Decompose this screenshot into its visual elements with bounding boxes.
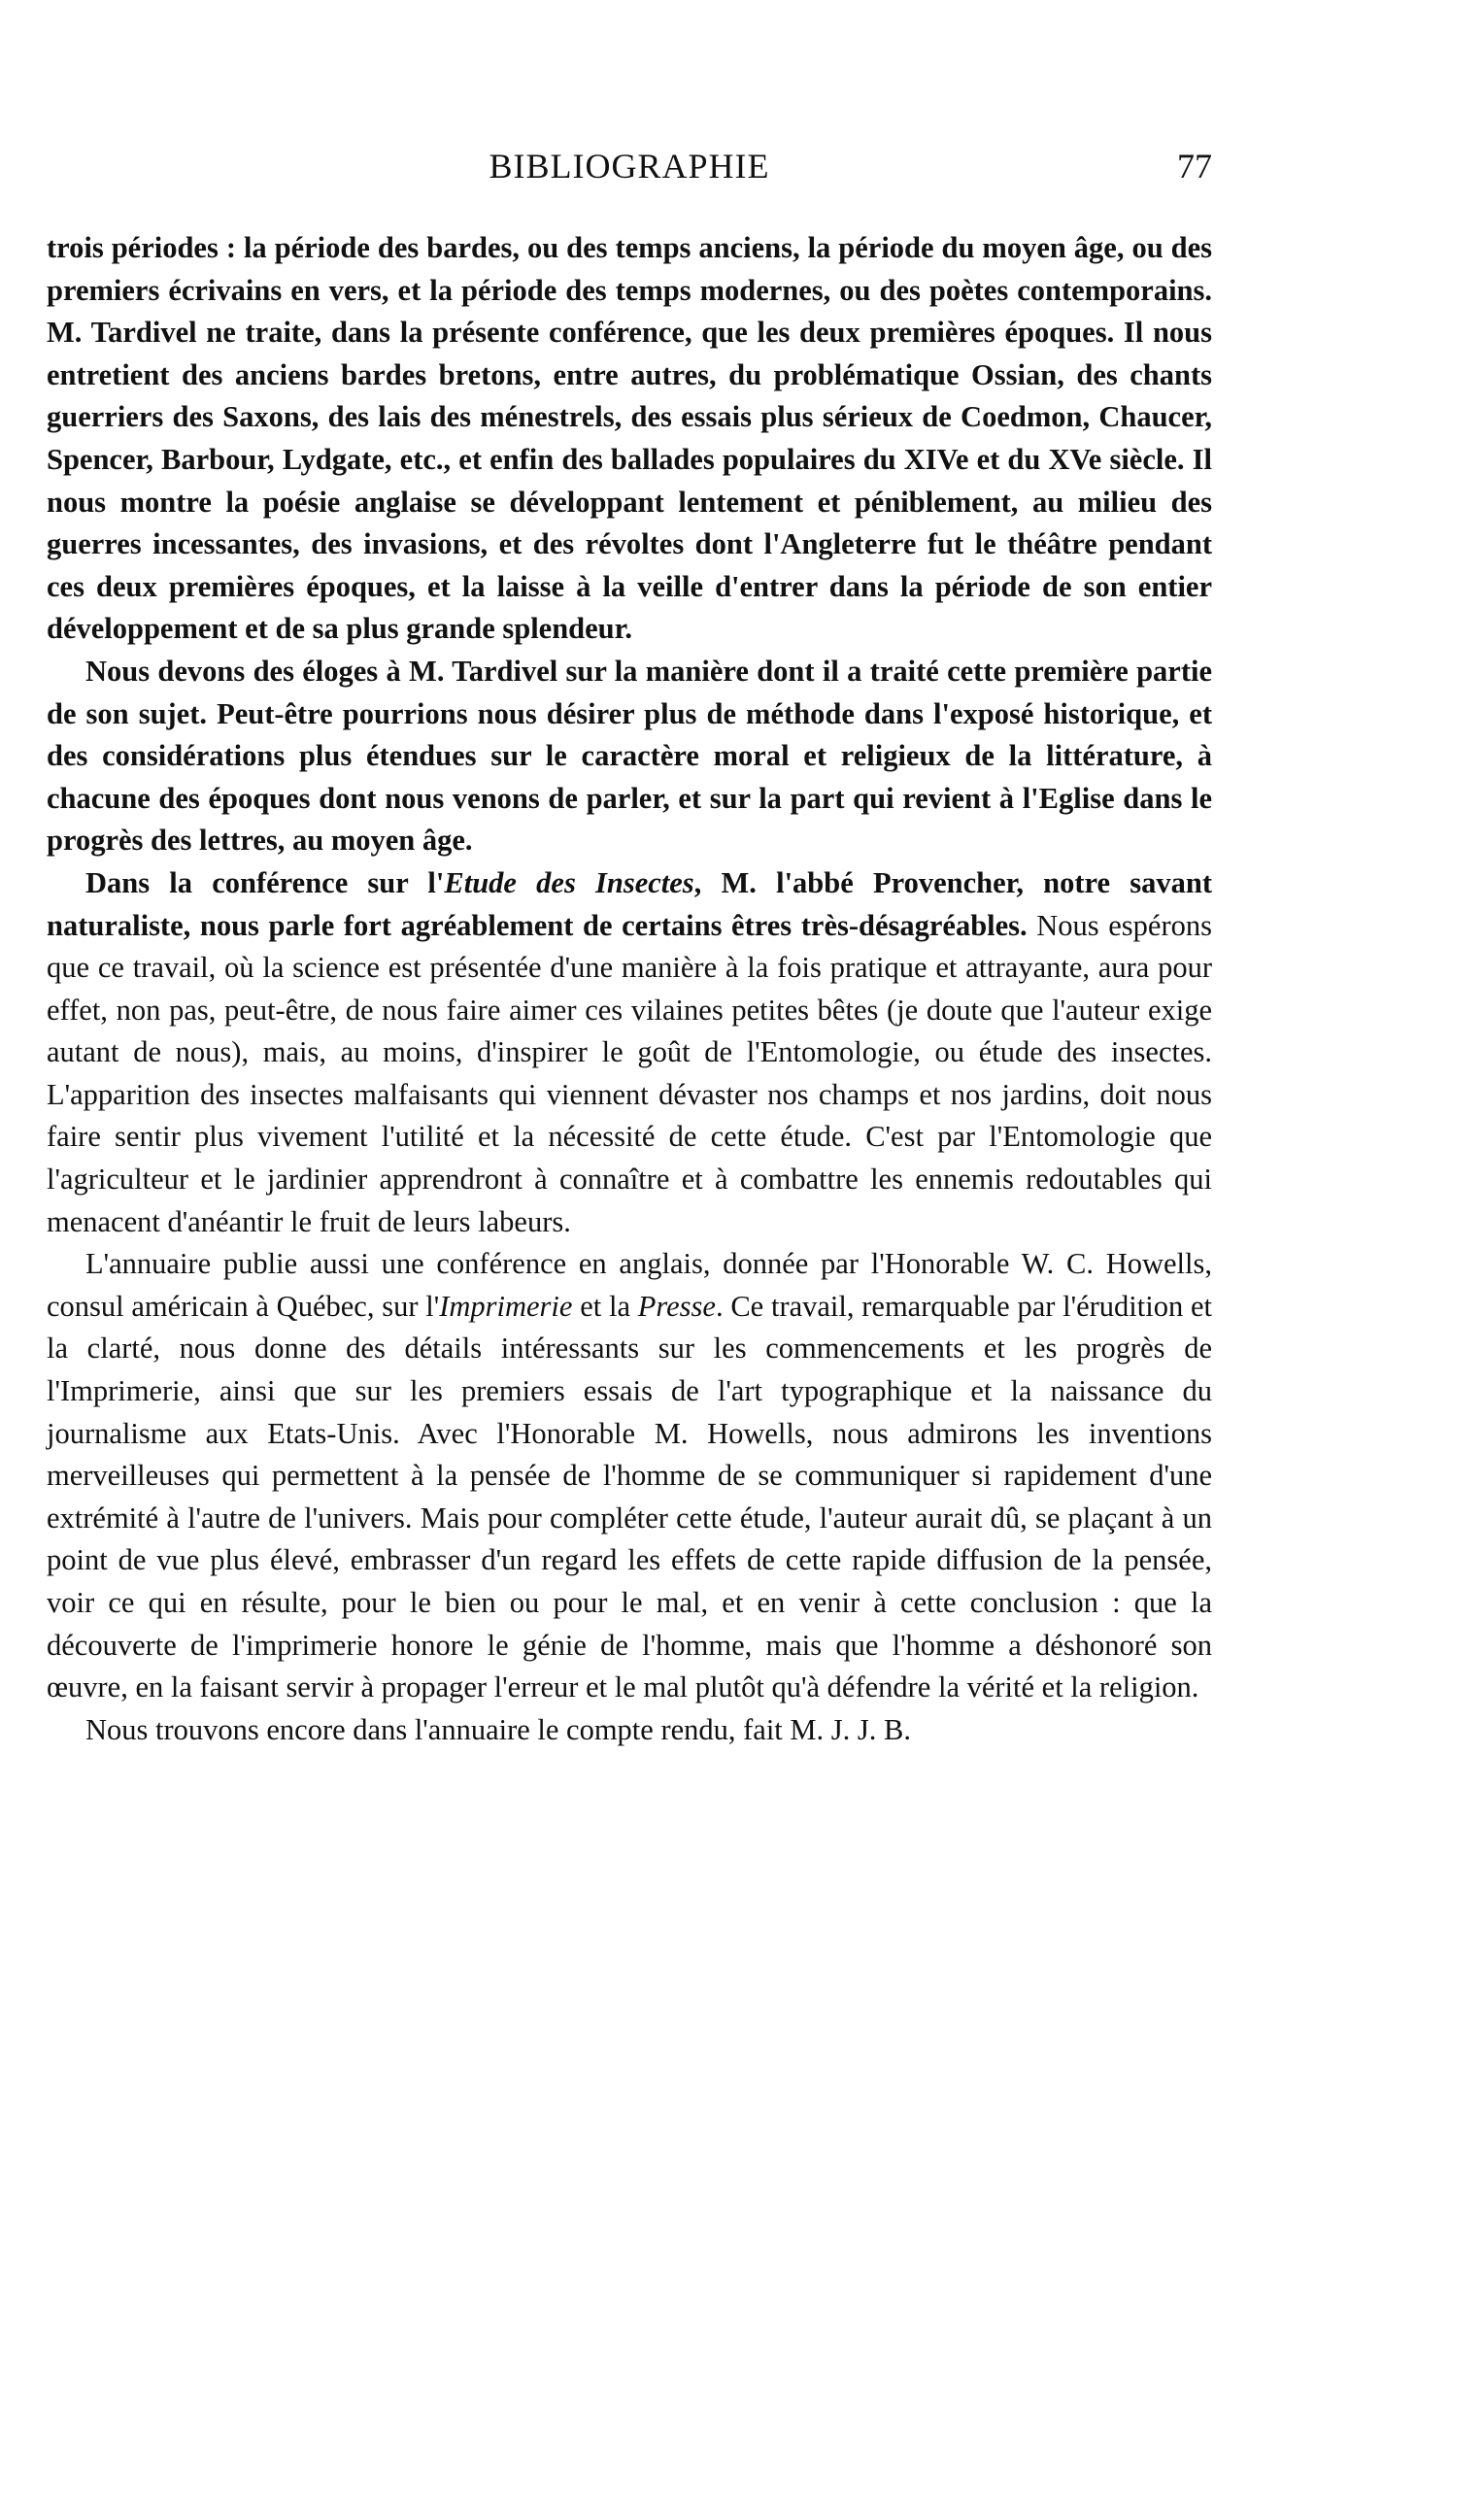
paragraph-text-segment: Dans la conférence sur l' bbox=[85, 865, 445, 899]
italic-title: Etude des Insectes bbox=[444, 865, 694, 899]
running-header bbox=[47, 146, 1212, 194]
page-title: BIBLIOGRAPHIE bbox=[489, 147, 770, 186]
document-page bbox=[47, 146, 1212, 1751]
paragraph-annuaire-summary: Nous trouvons encore dans l'annuaire le compte rendu, fait M. J. J. B. bbox=[85, 1712, 911, 1746]
paragraph-text-segment: L'annuaire publie aussi une conférence en anglais, donnée par l'Honorable W. C. Howells, consul américain à Québec, sur l' bbox=[47, 1247, 1212, 1323]
paragraph-text-segment: , M. l'abbé Provencher, notre savant naturaliste, nous parle fort agréablement de certains êtres très-désagréables. bbox=[47, 865, 1212, 942]
paragraph-insect-study bbox=[47, 862, 1212, 1243]
italic-title: Presse bbox=[637, 1289, 716, 1323]
paragraph-text-segment: Nous espérons que ce travail, où la science est présentée d'une manière à la fois pratique et attrayante, aura pour effet, non pas, peut-être, de nous faire aimer ces vilaines petites bêtes (je doute que l'auteur exige autant de nous), mais, au moins, d'inspirer le goût de l'Entomologie, ou étude des insectes. L'apparition des insectes malfaisants qui viennent dévaster nos champs et nos jardins, doit nous faire sentir plus vivement l'utilité et la nécessité de cette étude. C'est par l'Entomologie que l'agriculteur et le jardinier apprendront à connaître et à combattre les ennemis redoutables qui menacent d'anéantir le fruit de leurs labeurs. bbox=[47, 908, 1212, 1238]
paragraph-poetry-periods: trois périodes : la période des bardes, ou des temps anciens, la période du moyen âge, ou des premiers écrivains en vers, et la période des temps modernes, ou des poètes contemporains. M. Tardivel ne traite, dans la présente conférence, que les deux premières époques. Il nous entretient des anciens bardes bretons, entre autres, du problématique Ossian, des chants guerriers des Saxons, des lais des ménestrels, des essais plus sérieux de Coedmon, Chaucer, Spencer, Barbour, Lydgate, etc., et enfin des ballades populaires du XIVe et du XVe siècle. Il nous montre la poésie anglaise se développant lentement et péniblement, au milieu des guerres incessantes, des invasions, et des révoltes dont l'Angleterre fut le théâtre pendant ces deux premières époques, et la laisse à la veille d'entrer dans la période de son entier développement et de sa plus grande splendeur. bbox=[47, 231, 1212, 646]
body-text bbox=[47, 227, 1212, 1751]
italic-title: Imprimerie bbox=[439, 1289, 573, 1323]
paragraph-printing-press bbox=[47, 1243, 1212, 1709]
paragraph-text-segment: . Ce travail, remarquable par l'érudition et la clarté, nous donne des détails intéressants sur les commencements et les progrès de l'Imprimerie, ainsi que sur les premiers essais de l'art typographique et la naissance du journalisme aux Etats-Unis. Avec l'Honorable M. Howells, nous admirons les inventions merveilleuses qui permettent à la pensée de l'homme de se communiquer si rapidement d'une extrémité à l'autre de l'univers. Mais pour compléter cette étude, l'auteur aurait dû, se plaçant à un point de vue plus élevé, embrasser d'un regard les effets de cette rapide diffusion de la pensée, voir ce qui en résulte, pour le bien ou pour le mal, et en venir à cette conclusion : que la découverte de l'imprimerie honore le génie de l'homme, mais que l'homme a déshonoré son œuvre, en la faisant servir à propager l'erreur et le mal plutôt qu'à défendre la vérité et la religion. bbox=[47, 1289, 1212, 1704]
page-number: 77 bbox=[1177, 147, 1212, 186]
paragraph-text-segment: et la bbox=[572, 1289, 638, 1323]
paragraph-tardivel-review: Nous devons des éloges à M. Tardivel sur la manière dont il a traité cette première partie de son sujet. Peut-être pourrions nous désirer plus de méthode dans l'exposé historique, et des considérations plus étendues sur le caractère moral et religieux de la littérature, à chacune des époques dont nous venons de parler, et sur la part qui revient à l'Eglise dans le progrès des lettres, au moyen âge. bbox=[47, 654, 1212, 858]
